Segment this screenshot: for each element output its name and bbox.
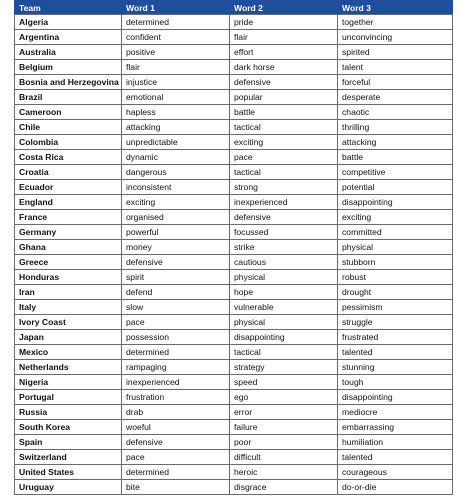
word-3-cell: competitive [338,165,453,180]
word-1-cell: defensive [122,255,230,270]
word-1-cell: flair [122,60,230,75]
table-row [15,60,453,75]
word-1-cell: unpredictable [122,135,230,150]
table-row [15,270,453,285]
word-2-cell: failure [230,420,338,435]
word-1-cell: frustration [122,390,230,405]
team-words-table-container [14,0,452,495]
word-2-cell: inexperienced [230,195,338,210]
word-1-cell: pace [122,450,230,465]
word-2-cell: defensive [230,75,338,90]
word-2-cell: physical [230,270,338,285]
team-cell: Croatia [15,165,122,180]
table-row [15,405,453,420]
word-2-cell: strike [230,240,338,255]
word-3-cell: unconvincing [338,30,453,45]
word-1-cell: determined [122,345,230,360]
word-2-cell: tactical [230,345,338,360]
word-2-cell: exciting [230,135,338,150]
word-2-cell: speed [230,375,338,390]
team-cell: Ghana [15,240,122,255]
word-3-cell: mediocre [338,405,453,420]
team-cell: Argentina [15,30,122,45]
table-header-row [15,1,453,15]
word-2-cell: difficult [230,450,338,465]
word-2-cell: flair [230,30,338,45]
team-cell: Honduras [15,270,122,285]
word-3-cell: courageous [338,465,453,480]
team-cell: France [15,210,122,225]
table-row [15,15,453,30]
word-3-cell: embarrassing [338,420,453,435]
team-cell: South Korea [15,420,122,435]
word-1-cell: spirit [122,270,230,285]
team-cell: Belgium [15,60,122,75]
word-2-cell: dark horse [230,60,338,75]
column-header-word-3: Word 3 [338,1,453,15]
word-2-cell: tactical [230,165,338,180]
word-2-cell: strong [230,180,338,195]
word-1-cell: hapless [122,105,230,120]
word-2-cell: defensive [230,210,338,225]
table-row [15,240,453,255]
word-2-cell: poor [230,435,338,450]
word-3-cell: spirited [338,45,453,60]
word-3-cell: do-or-die [338,480,453,495]
word-3-cell: desperate [338,90,453,105]
team-cell: Algeria [15,15,122,30]
word-3-cell: physical [338,240,453,255]
word-3-cell: pessimism [338,300,453,315]
word-1-cell: injustice [122,75,230,90]
team-cell: Costa Rica [15,150,122,165]
word-3-cell: humiliation [338,435,453,450]
word-2-cell: focussed [230,225,338,240]
table-row [15,165,453,180]
word-2-cell: heroic [230,465,338,480]
word-1-cell: inconsistent [122,180,230,195]
table-row [15,450,453,465]
word-1-cell: exciting [122,195,230,210]
team-cell: United States [15,465,122,480]
word-2-cell: disappointing [230,330,338,345]
word-3-cell: forceful [338,75,453,90]
team-cell: Switzerland [15,450,122,465]
team-cell: England [15,195,122,210]
word-1-cell: emotional [122,90,230,105]
word-1-cell: dangerous [122,165,230,180]
word-2-cell: effort [230,45,338,60]
table-row [15,75,453,90]
table-row [15,135,453,150]
team-cell: Colombia [15,135,122,150]
word-3-cell: chaotic [338,105,453,120]
word-1-cell: rampaging [122,360,230,375]
team-cell: Bosnia and Herzegovina [15,75,122,90]
word-1-cell: attacking [122,120,230,135]
table-row [15,90,453,105]
table-row [15,375,453,390]
word-3-cell: tough [338,375,453,390]
table-row [15,150,453,165]
word-1-cell: organised [122,210,230,225]
word-3-cell: disappointing [338,390,453,405]
team-cell: Germany [15,225,122,240]
table-row [15,330,453,345]
word-1-cell: determined [122,465,230,480]
team-cell: Cameroon [15,105,122,120]
team-cell: Japan [15,330,122,345]
table-row [15,210,453,225]
word-1-cell: possession [122,330,230,345]
table-row [15,255,453,270]
table-row [15,30,453,45]
table-row [15,195,453,210]
word-3-cell: struggle [338,315,453,330]
word-3-cell: battle [338,150,453,165]
word-2-cell: battle [230,105,338,120]
table-row [15,180,453,195]
column-header-word-2: Word 2 [230,1,338,15]
word-3-cell: together [338,15,453,30]
word-3-cell: committed [338,225,453,240]
word-1-cell: money [122,240,230,255]
word-3-cell: exciting [338,210,453,225]
team-words-table [14,0,453,495]
team-cell: Uruguay [15,480,122,495]
word-1-cell: pace [122,315,230,330]
team-cell: Iran [15,285,122,300]
team-cell: Chile [15,120,122,135]
word-1-cell: confident [122,30,230,45]
word-1-cell: determined [122,15,230,30]
word-1-cell: drab [122,405,230,420]
table-row [15,120,453,135]
table-row [15,435,453,450]
word-3-cell: robust [338,270,453,285]
word-2-cell: ego [230,390,338,405]
table-row [15,480,453,495]
word-1-cell: inexperienced [122,375,230,390]
table-row [15,285,453,300]
word-3-cell: thrilling [338,120,453,135]
word-3-cell: talented [338,450,453,465]
table-row [15,420,453,435]
word-3-cell: attacking [338,135,453,150]
word-2-cell: hope [230,285,338,300]
team-cell: Spain [15,435,122,450]
word-2-cell: disgrace [230,480,338,495]
column-header-word-1: Word 1 [122,1,230,15]
word-3-cell: drought [338,285,453,300]
word-2-cell: cautious [230,255,338,270]
table-row [15,345,453,360]
team-cell: Russia [15,405,122,420]
team-cell: Nigeria [15,375,122,390]
word-2-cell: vulnerable [230,300,338,315]
team-cell: Netherlands [15,360,122,375]
team-cell: Ecuador [15,180,122,195]
word-2-cell: strategy [230,360,338,375]
column-header-team: Team [15,1,122,15]
word-1-cell: defend [122,285,230,300]
word-3-cell: frustrated [338,330,453,345]
word-2-cell: popular [230,90,338,105]
word-2-cell: tactical [230,120,338,135]
word-1-cell: powerful [122,225,230,240]
team-cell: Ivory Coast [15,315,122,330]
word-3-cell: talent [338,60,453,75]
team-cell: Australia [15,45,122,60]
word-1-cell: defensive [122,435,230,450]
word-2-cell: error [230,405,338,420]
table-row [15,390,453,405]
team-cell: Mexico [15,345,122,360]
word-1-cell: bite [122,480,230,495]
word-1-cell: woeful [122,420,230,435]
table-row [15,300,453,315]
team-cell: Portugal [15,390,122,405]
table-row [15,360,453,375]
word-1-cell: dynamic [122,150,230,165]
word-3-cell: disappointing [338,195,453,210]
word-3-cell: talented [338,345,453,360]
word-3-cell: potential [338,180,453,195]
table-row [15,225,453,240]
word-3-cell: stunning [338,360,453,375]
table-row [15,105,453,120]
word-2-cell: pace [230,150,338,165]
team-cell: Greece [15,255,122,270]
table-body [15,15,453,495]
word-3-cell: stubborn [338,255,453,270]
word-1-cell: slow [122,300,230,315]
word-1-cell: positive [122,45,230,60]
table-row [15,315,453,330]
word-2-cell: pride [230,15,338,30]
table-row [15,465,453,480]
word-2-cell: physical [230,315,338,330]
team-cell: Brazil [15,90,122,105]
table-row [15,45,453,60]
team-cell: Italy [15,300,122,315]
